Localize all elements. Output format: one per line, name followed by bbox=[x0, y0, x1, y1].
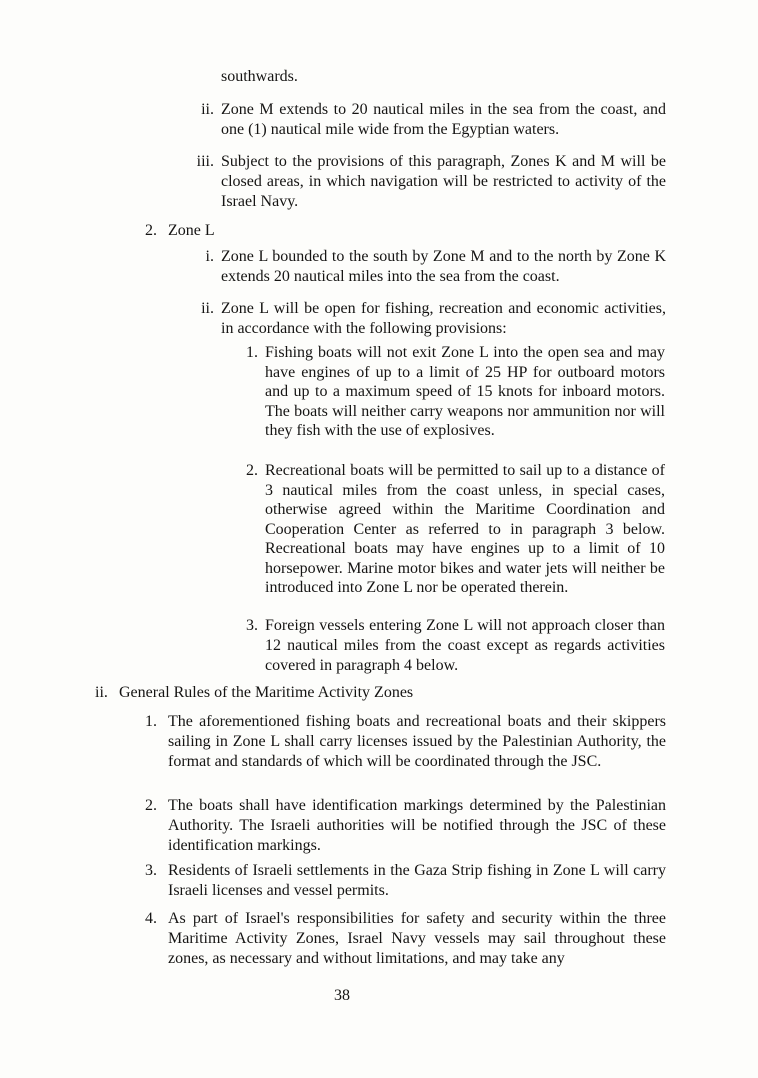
sub-item-1-fishing-boats bbox=[246, 343, 665, 441]
item-marker: 2. bbox=[145, 797, 157, 814]
item-text: As part of Israel's responsibilities for safety and security within the three Maritime Activity Zones, Israel Navy vessels may sail throughout these zones, as necessary and without limitations, and may take any bbox=[168, 910, 666, 967]
item-marker: iii. bbox=[196, 153, 214, 170]
item-marker: ii. bbox=[201, 300, 214, 317]
list-item-ii-zone-m bbox=[192, 100, 666, 140]
item-marker: 2. bbox=[145, 222, 157, 239]
item-text: The aforementioned fishing boats and recreational boats and their skippers sailing in Zone L shall carry licenses issued by the Palestinian Authority, the format and standards of which will be coordinated through the JSC. bbox=[168, 713, 666, 770]
item-text: Foreign vessels entering Zone L will not approach closer than 12 nautical miles from the coast except as regards activities covered in paragraph 4 below. bbox=[265, 617, 665, 674]
item-marker: 2. bbox=[246, 462, 258, 479]
item-text: Residents of Israeli settlements in the Gaza Strip fishing in Zone L will carry Israeli licenses and vessel permits. bbox=[168, 862, 666, 899]
list-item-i-zone-l-bounds bbox=[192, 247, 666, 287]
page-number: 38 bbox=[334, 987, 350, 1004]
item-marker: i. bbox=[205, 248, 214, 265]
item-text: southwards. bbox=[221, 68, 298, 85]
sub-item-2-recreational-boats bbox=[246, 461, 665, 598]
rule-2-identification-markings bbox=[145, 796, 666, 856]
list-item-iii-closed-zones bbox=[192, 152, 666, 212]
item-marker: 4. bbox=[145, 910, 157, 927]
rule-4-israel-navy bbox=[145, 909, 666, 969]
item-text: Fishing boats will not exit Zone L into the open sea and may have engines of up to a limit of 25 HP for outboard motors and up to a maximum speed of 15 knots for inboard motors. The boats will neither carry weapons nor ammunition nor will they fish with the use of explosives. bbox=[265, 344, 665, 439]
list-item-ii-zone-l-open bbox=[192, 299, 666, 339]
item-marker: ii. bbox=[201, 101, 214, 118]
rule-1-licenses bbox=[145, 712, 666, 772]
item-marker: 1. bbox=[145, 713, 157, 730]
item-text: The boats shall have identification markings determined by the Palestinian Authority. The Israeli authorities will be notified through the JSC of these identification markings. bbox=[168, 797, 666, 854]
sub-item-3-foreign-vessels bbox=[246, 616, 665, 676]
item-marker: ii. bbox=[95, 684, 108, 701]
item-text: Zone L will be open for fishing, recreation and economic activities, in accordance with the following provisions: bbox=[221, 300, 666, 337]
heading-2-zone-l bbox=[145, 221, 666, 241]
item-text: General Rules of the Maritime Activity Zones bbox=[119, 684, 414, 701]
item-marker: 3. bbox=[246, 617, 258, 634]
item-text: Subject to the provisions of this paragraph, Zones K and M will be closed areas, in which navigation will be restricted to activity of the Israel Navy. bbox=[221, 153, 666, 210]
item-text: Recreational boats will be permitted to sail up to a distance of 3 nautical miles from the coast unless, in special cases, otherwise agreed within the Maritime Coordination and Cooperation Center as referred to in paragraph 3 below. Recreational boats may have engines up to a limit of 10 horsepower. Marine motor bikes and water jets will neither be introduced into Zone L nor be operated therein. bbox=[265, 462, 665, 596]
item-text: Zone M extends to 20 nautical miles in the sea from the coast, and one (1) nautical mile wide from the Egyptian waters. bbox=[221, 101, 666, 138]
item-text: Zone L bbox=[168, 222, 215, 239]
item-marker: 3. bbox=[145, 862, 157, 879]
paragraph-southwards bbox=[221, 67, 298, 87]
heading-ii-general-rules bbox=[95, 683, 639, 703]
item-text: Zone L bounded to the south by Zone M and to the north by Zone K extends 20 nautical miles into the sea from the coast. bbox=[221, 248, 666, 285]
item-marker: 1. bbox=[246, 344, 258, 361]
rule-3-israeli-settlements bbox=[145, 861, 666, 901]
